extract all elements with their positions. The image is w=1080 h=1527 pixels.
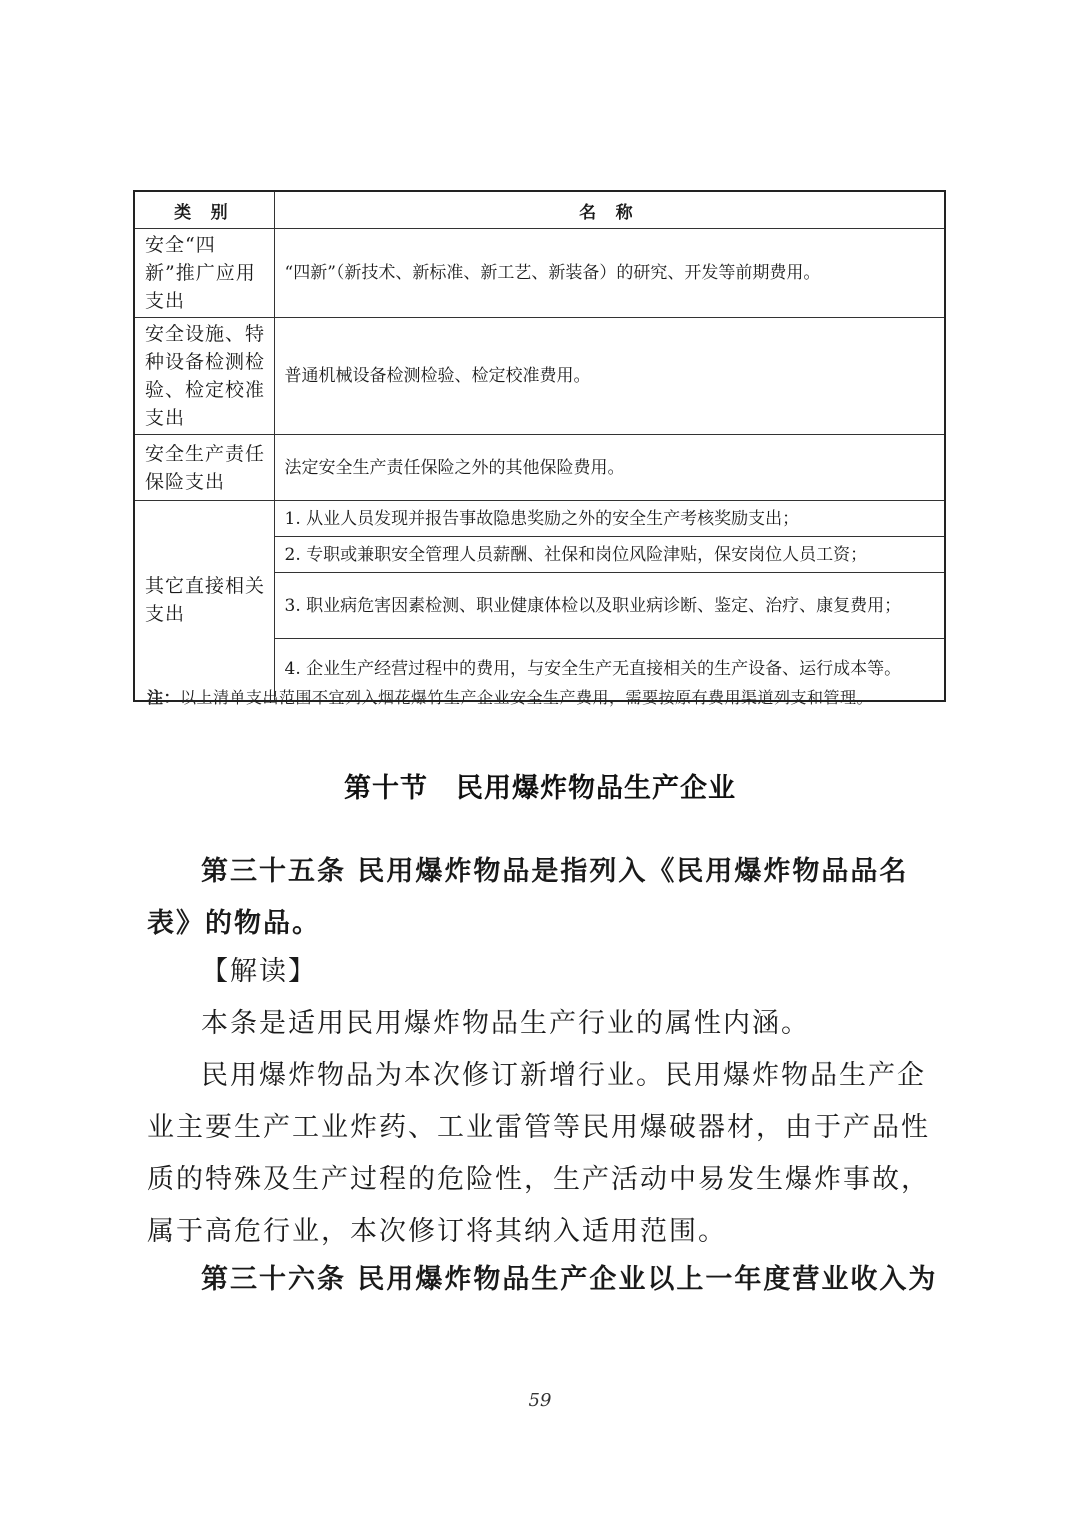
section-heading <box>0 766 1080 805</box>
row-item: 4. 企业生产经营过程中的费用，与安全生产无直接相关的生产设备、运行成本等。 <box>274 639 945 701</box>
note-label: 注： <box>147 688 181 707</box>
page-number: 59 <box>528 1390 552 1411</box>
header-category: 类 别 <box>134 191 274 229</box>
table-row <box>134 501 945 537</box>
row-category: 安全设施、特种设备检测检验、检定校准支出 <box>134 318 274 435</box>
paragraph: 民用爆炸物品为本次修订新增行业。民用爆炸物品生产企业主要生产工业炸药、工业雷管等民用爆破器材，由于产品性质的特殊及生产过程的危险性，生产活动中易发生爆炸事故，属于高危行业，本次修订将其纳入适用范围。 <box>147 1060 930 1247</box>
article-36: 第三十六条 民用爆炸物品生产企业以上一年度营业收入为 <box>201 1264 938 1295</box>
section-title: 民用爆炸物品生产企业 <box>456 773 736 804</box>
note-text: 以上清单支出范围不宜列入烟花爆竹生产企业安全生产费用，需要按原有费用渠道列支和管理。 <box>180 688 874 707</box>
interpretation-label: 【解读】 <box>201 956 317 987</box>
table-row <box>134 435 945 501</box>
article-35: 第三十五条 民用爆炸物品是指列入《民用爆炸物品品名表》的物品。 <box>147 856 909 939</box>
table-note <box>147 684 947 712</box>
table-row <box>134 229 945 318</box>
row-name: “四新”（新技术、新标准、新工艺、新装备）的研究、开发等前期费用。 <box>274 229 945 318</box>
table-row <box>134 318 945 435</box>
row-category: 安全生产责任保险支出 <box>134 435 274 501</box>
row-name: 法定安全生产责任保险之外的其他保险费用。 <box>274 435 945 501</box>
row-item: 3. 职业病危害因素检测、职业健康体检以及职业病诊断、鉴定、治疗、康复费用； <box>274 573 945 639</box>
row-item: 1. 从业人员发现并报告事故隐患奖励之外的安全生产考核奖励支出； <box>274 501 945 537</box>
row-category: 其它直接相关支出 <box>134 501 274 701</box>
header-name: 名 称 <box>274 191 945 229</box>
expense-table <box>133 190 946 702</box>
table-header-row <box>134 191 945 229</box>
row-item: 2. 专职或兼职安全管理人员薪酬、社保和岗位风险津贴，保安岗位人员工资； <box>274 537 945 573</box>
row-category: 安全“四新”推广应用支出 <box>134 229 274 318</box>
paragraph: 本条是适用民用爆炸物品生产行业的属性内涵。 <box>201 1008 810 1039</box>
row-name: 普通机械设备检测检验、检定校准费用。 <box>274 318 945 435</box>
section-number: 第十节 <box>344 773 428 804</box>
